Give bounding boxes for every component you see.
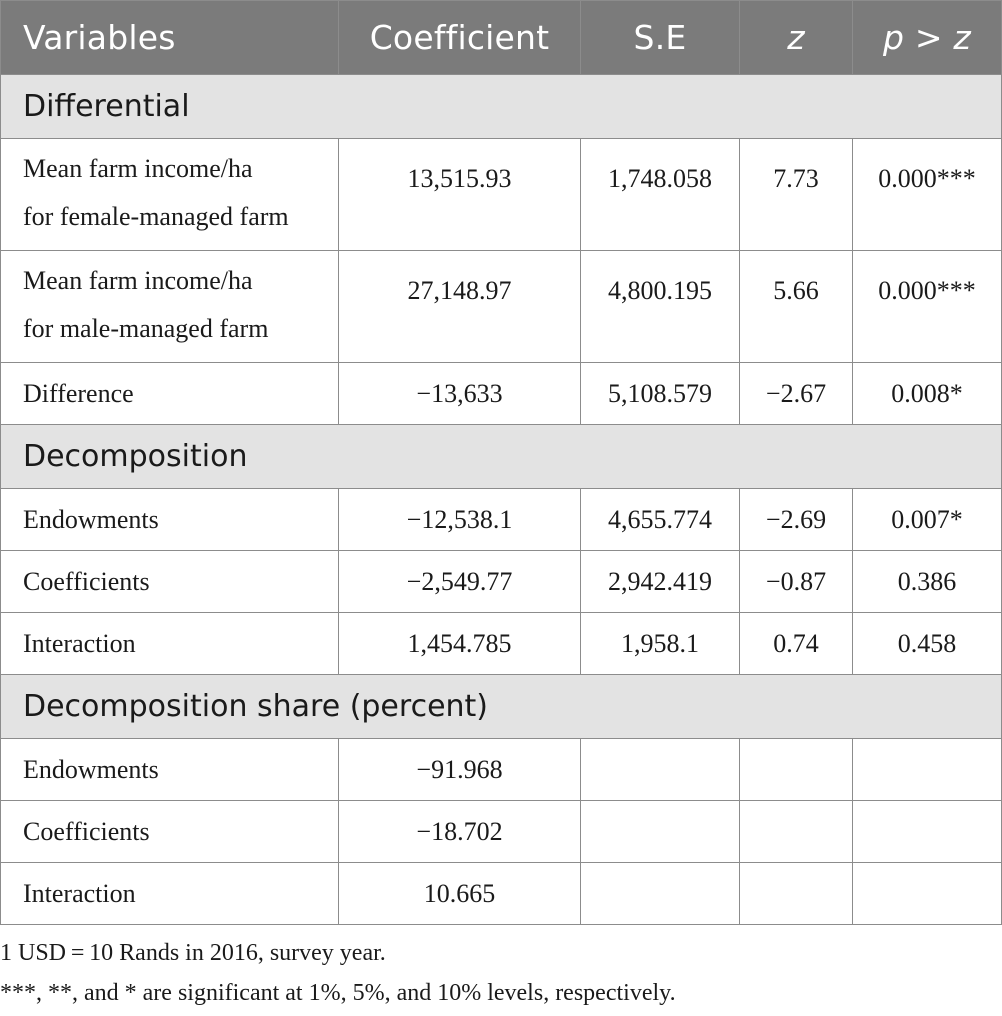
row-label: Endowments (1, 489, 339, 551)
table-row (1, 739, 1002, 801)
z-cell: −2.69 (740, 489, 853, 551)
row-label-line: for female-managed farm (23, 202, 289, 231)
section-row-differential (1, 75, 1002, 139)
row-label-line: for male-managed farm (23, 314, 269, 343)
table-row (1, 801, 1002, 863)
header-coefficient: Coefficient (339, 1, 581, 75)
section-row-decomposition (1, 425, 1002, 489)
row-label: Coefficients (1, 801, 339, 863)
row-label: Endowments (1, 739, 339, 801)
p-value-cell: 0.386 (853, 551, 1002, 613)
footnote-significance: ***, **, and * are significant at 1%, 5%, and 10% levels, respectively. (0, 980, 676, 1006)
z-cell (740, 801, 853, 863)
se-cell: 2,942.419 (581, 551, 740, 613)
z-cell: 7.73 (740, 139, 853, 251)
coefficient-cell: 10.665 (339, 863, 581, 925)
p-value-cell (853, 739, 1002, 801)
se-cell: 1,748.058 (581, 139, 740, 251)
z-cell: 0.74 (740, 613, 853, 675)
p-value-cell: 0.007* (853, 489, 1002, 551)
z-cell: −2.67 (740, 363, 853, 425)
header-se: S.E (581, 1, 740, 75)
section-row-decomposition-share (1, 675, 1002, 739)
row-label-line: Mean farm income/ha (23, 266, 253, 295)
table-row (1, 139, 1002, 251)
z-cell (740, 739, 853, 801)
coefficient-cell: −18.702 (339, 801, 581, 863)
coefficient-cell: 27,148.97 (339, 251, 581, 363)
coefficient-cell: −2,549.77 (339, 551, 581, 613)
table-row (1, 863, 1002, 925)
row-label: Interaction (1, 613, 339, 675)
row-label (1, 251, 339, 363)
table-row (1, 613, 1002, 675)
se-cell: 5,108.579 (581, 363, 740, 425)
section-title: Decomposition share (percent) (1, 675, 1002, 739)
section-title: Decomposition (1, 425, 1002, 489)
coefficient-cell: 1,454.785 (339, 613, 581, 675)
coefficient-cell: −91.968 (339, 739, 581, 801)
row-label (1, 139, 339, 251)
p-value-cell (853, 801, 1002, 863)
p-value-cell: 0.000*** (853, 139, 1002, 251)
coefficient-cell: −13,633 (339, 363, 581, 425)
section-title: Differential (1, 75, 1002, 139)
row-label: Interaction (1, 863, 339, 925)
table-row (1, 489, 1002, 551)
row-label-line: Mean farm income/ha (23, 154, 253, 183)
footnote-exchange-rate: 1 USD = 10 Rands in 2016, survey year. (0, 940, 386, 966)
p-value-cell (853, 863, 1002, 925)
table-row (1, 551, 1002, 613)
header-row (1, 1, 1002, 75)
p-value-cell: 0.008* (853, 363, 1002, 425)
p-value-cell: 0.458 (853, 613, 1002, 675)
table-row (1, 251, 1002, 363)
se-cell: 1,958.1 (581, 613, 740, 675)
header-p-value: p > z (853, 1, 1002, 75)
z-cell: 5.66 (740, 251, 853, 363)
z-cell: −0.87 (740, 551, 853, 613)
header-variables: Variables (1, 1, 339, 75)
coefficient-cell: −12,538.1 (339, 489, 581, 551)
se-cell (581, 739, 740, 801)
header-z: z (740, 1, 853, 75)
row-label: Coefficients (1, 551, 339, 613)
coefficient-cell: 13,515.93 (339, 139, 581, 251)
se-cell (581, 863, 740, 925)
row-label: Difference (1, 363, 339, 425)
p-value-cell: 0.000*** (853, 251, 1002, 363)
se-cell: 4,655.774 (581, 489, 740, 551)
se-cell (581, 801, 740, 863)
se-cell: 4,800.195 (581, 251, 740, 363)
table-row (1, 363, 1002, 425)
z-cell (740, 863, 853, 925)
